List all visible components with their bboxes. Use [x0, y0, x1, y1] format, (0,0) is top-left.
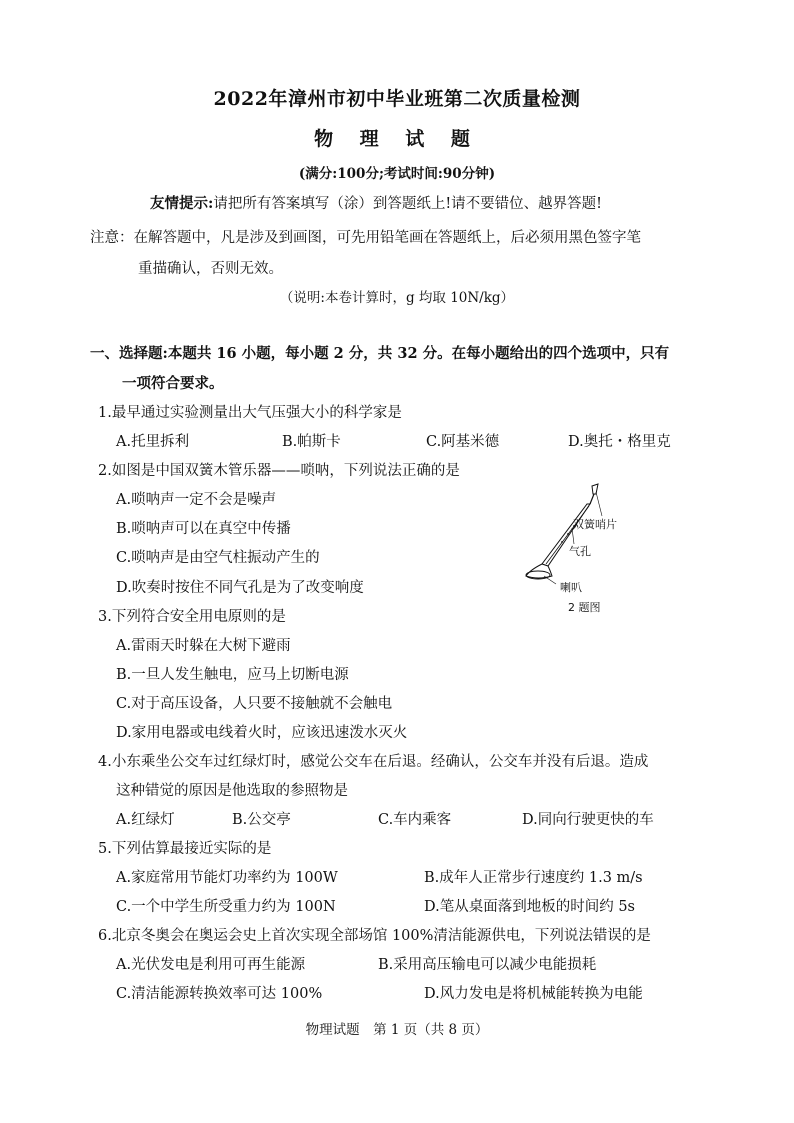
q5-option-a: A.家庭常用节能灯功率约为 100W [116, 870, 338, 886]
question-4-stem: 4.小东乘坐公交车过红绿灯时，感觉公交车在后退。经确认，公交车并没有后退。造成 [98, 754, 649, 770]
subject-title: 物 理 试 题 [314, 128, 480, 150]
figure-caption: 2 题图 [568, 601, 601, 614]
q2-option-d: D.吹奏时按住不同气孔是为了改变响度 [116, 580, 364, 596]
q1-option-a: A.托里拆利 [116, 434, 190, 450]
section-heading-cont: 一项符合要求。 [122, 375, 224, 392]
note-line-2: 重描确认，否则无效。 [138, 261, 283, 277]
q3-option-c: C.对于高压设备，人只要不接触就不会触电 [116, 696, 393, 712]
q1-option-b: B.帕斯卡 [282, 434, 341, 450]
q4-option-c: C.车内乘客 [378, 812, 452, 828]
q2-option-a: A.唢呐声一定不会是噪声 [116, 492, 277, 508]
score-info: (满分:100分;考试时间:90分钟) [298, 166, 496, 182]
label-bell: 喇叭 [560, 581, 582, 594]
q4-option-b: B.公交亭 [232, 812, 291, 828]
q1-option-c: C.阿基米德 [426, 434, 500, 450]
tip-label: 友情提示: [150, 195, 214, 212]
q6-option-d: D.风力发电是将机械能转换为电能 [424, 986, 643, 1002]
q5-option-c: C.一个中学生所受重力约为 100N [116, 899, 336, 915]
note-line-1: 注意：在解答题中，凡是涉及到画图，可先用铅笔画在答题纸上，后必须用黑色签字笔 [90, 230, 641, 246]
calc-explanation: （说明:本卷计算时，g 均取 10N/kg） [279, 290, 515, 306]
tip-text: 请把所有答案填写（涂）到答题纸上!请不要错位、越界答题! [213, 196, 603, 212]
q3-option-a: A.雷雨天时躲在大树下避雨 [116, 638, 291, 654]
question-5-stem: 5.下列估算最接近实际的是 [98, 841, 272, 857]
q2-option-b: B.唢呐声可以在真空中传播 [116, 521, 291, 537]
q1-option-d: D.奥托・格里克 [568, 434, 671, 450]
question-3-stem: 3.下列符合安全用电原则的是 [98, 609, 286, 625]
question-6-stem: 6.北京冬奥会在奥运会史上首次实现全部场馆 100%清洁能源供电，下列说法错误的是 [98, 928, 651, 944]
question-4-stem-cont: 这种错觉的原因是他选取的参照物是 [116, 783, 348, 799]
q6-option-b: B.采用高压输电可以减少电能损耗 [378, 957, 597, 973]
exam-title: 2022年漳州市初中毕业班第二次质量检测 [213, 88, 581, 110]
q5-option-b: B.成年人正常步行速度约 1.3 m/s [424, 870, 643, 886]
page-footer: 物理试题 第 1 页（共 8 页） [305, 1022, 489, 1038]
label-reed: 双簧哨片 [573, 518, 617, 531]
q3-option-d: D.家用电器或电线着火时，应该迅速泼水灭火 [116, 725, 408, 741]
q6-option-c: C.清洁能源转换效率可达 100% [116, 986, 323, 1002]
q4-option-d: D.同向行驶更快的车 [522, 812, 654, 828]
question-1-stem: 1.最早通过实验测量出大气压强大小的科学家是 [98, 405, 402, 421]
q5-option-d: D.笔从桌面落到地板的时间约 5s [424, 899, 635, 915]
q6-option-a: A.光伏发电是利用可再生能源 [116, 957, 306, 973]
suona-figure [516, 480, 646, 615]
q4-option-a: A.红绿灯 [116, 812, 175, 828]
q3-option-b: B.一旦人发生触电，应马上切断电源 [116, 667, 349, 683]
label-hole: 气孔 [569, 545, 591, 558]
section-heading: 一、选择题:本题共 16 小题，每小题 2 分，共 32 分。在每小题给出的四个选项中，只有 [90, 345, 670, 362]
q2-option-c: C.唢呐声是由空气柱振动产生的 [116, 550, 320, 566]
friendly-tip [150, 192, 602, 213]
question-2-stem: 2.如图是中国双簧木管乐器——唢呐，下列说法正确的是 [98, 463, 460, 479]
